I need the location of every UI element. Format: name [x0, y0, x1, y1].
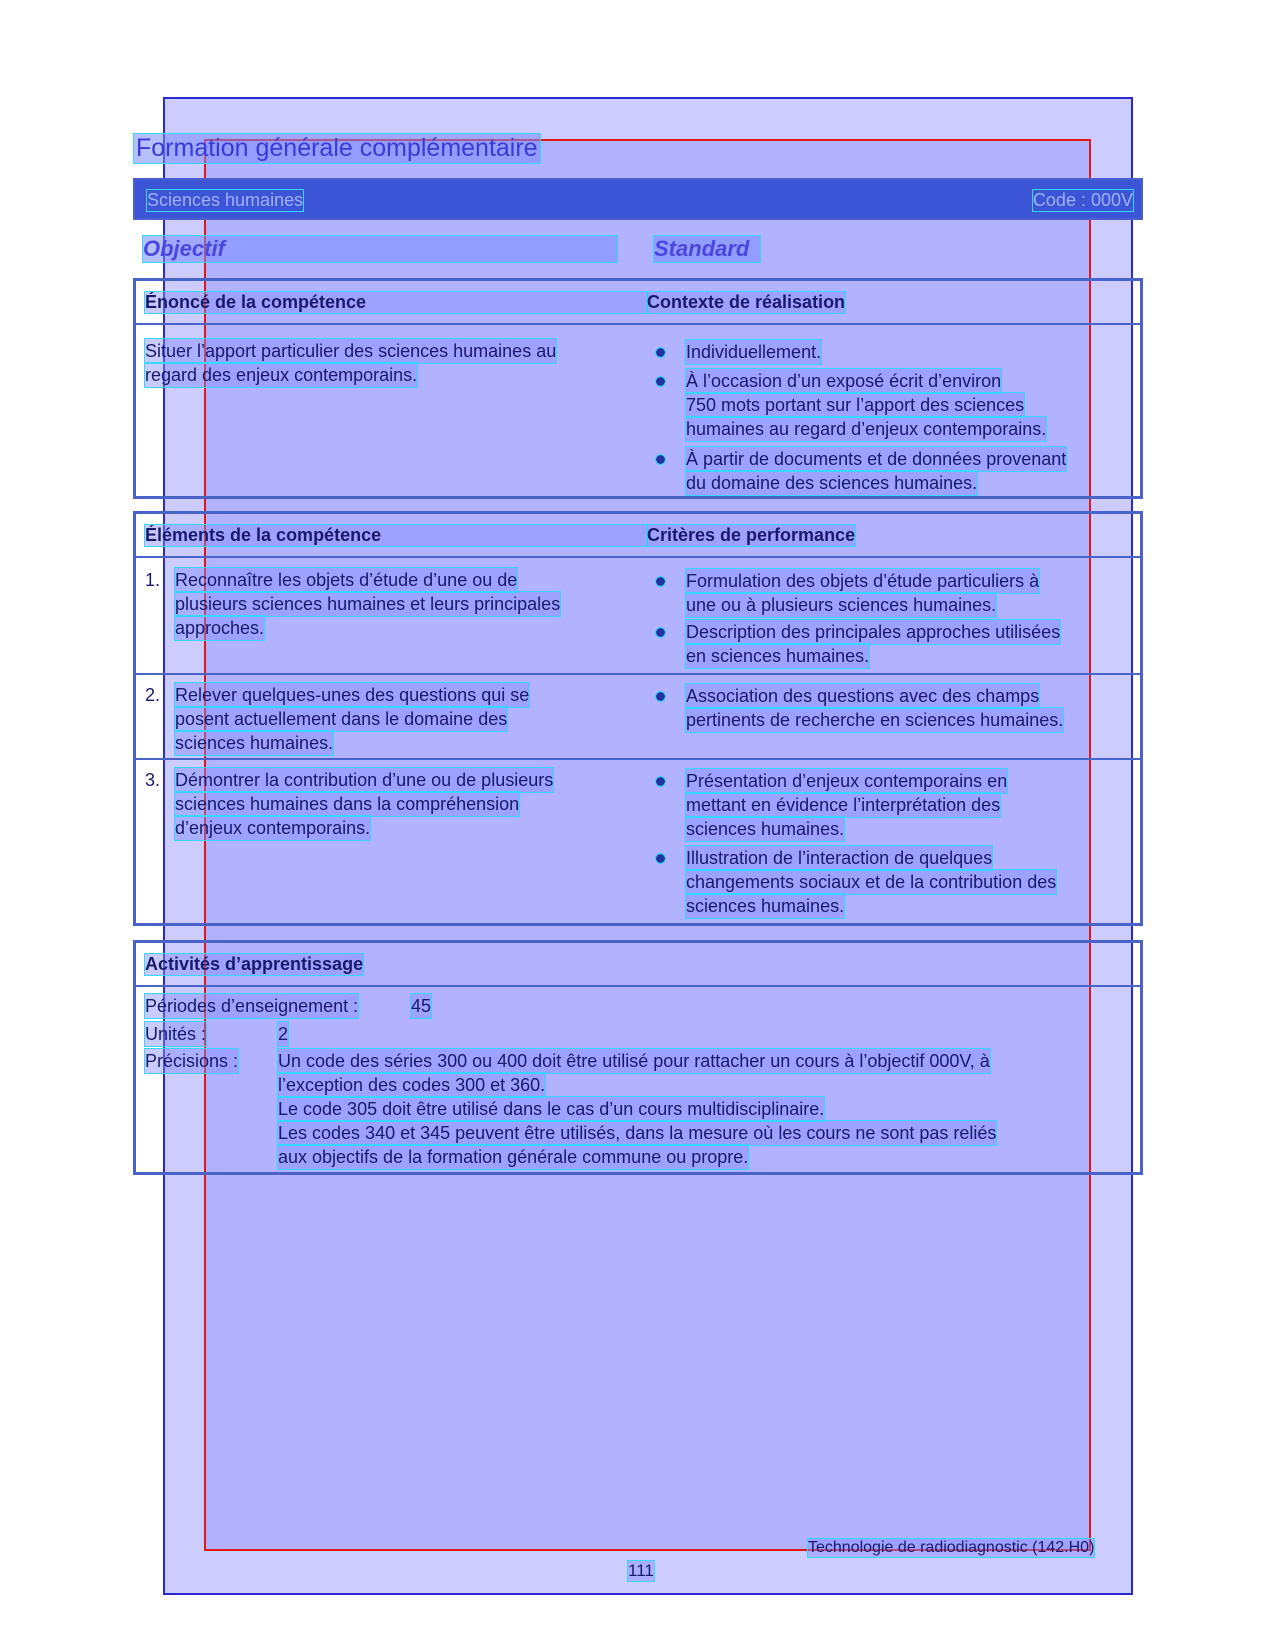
enonce-header: Énoncé de la compétence [145, 292, 647, 313]
bullet-icon [656, 577, 665, 586]
bullet-icon [656, 692, 665, 701]
periodes-label: Périodes d’enseignement : [145, 996, 359, 1016]
document-page [133, 0, 1143, 1651]
precisions-label: Précisions : [145, 1051, 239, 1071]
footer-program-title: Technologie de radiodiagnostic (142.H0) [808, 1539, 1095, 1556]
course-discipline: Sciences humaines [147, 190, 304, 210]
row-divider [136, 758, 1140, 760]
contexte-item: Individuellement. [686, 342, 822, 362]
contexte-header: Contexte de réalisation [647, 292, 846, 312]
bullet-icon [656, 455, 665, 464]
element-number: 3. [145, 770, 161, 790]
competence-section [133, 278, 1143, 499]
elements-section-header [136, 514, 1140, 558]
periodes-value: 45 [411, 996, 432, 1016]
criteres-header: Critères de performance [647, 525, 856, 545]
criterion-item: Association des questions avec des champs pertinents de recherche en sciences humaines. [686, 686, 1064, 730]
unites-value: 2 [278, 1024, 289, 1044]
criterion-item: Présentation d’enjeux contemporains en mettant en évidence l’interprétation des sciences humaines. [686, 771, 1008, 839]
page-number: 111 [628, 1561, 654, 1580]
criterion-item: Formulation des objets d’étude particuliers à une ou à plusieurs sciences humaines. [686, 571, 1040, 615]
contexte-item: À l’occasion d’un exposé écrit d’environ 750 mots portant sur l’apport des sciences humaines au regard d’enjeux contemporains. [686, 371, 1047, 439]
element-text: Reconnaître les objets d’étude d’une ou de plusieurs sciences humaines et leurs principales approches. [175, 570, 561, 638]
row-divider [136, 673, 1140, 675]
document-title: Formation générale complémentaire [136, 134, 538, 162]
criterion-item: Description des principales approches utilisées en sciences humaines. [686, 622, 1061, 666]
bullet-icon [656, 628, 665, 637]
bullet-icon [656, 777, 665, 786]
standard-heading: Standard [654, 236, 760, 262]
contexte-item: À partir de documents et de données provenant du domaine des sciences humaines. [686, 449, 1067, 493]
elements-header: Éléments de la compétence [145, 525, 647, 546]
bullet-icon [656, 377, 665, 386]
bullet-icon [656, 348, 665, 357]
criterion-item: Illustration de l’interaction de quelques changements sociaux et de la contribution des sciences humaines. [686, 848, 1057, 916]
unites-label: Unités : [145, 1024, 207, 1044]
element-text: Démontrer la contribution d’une ou de plusieurs sciences humaines dans la compréhension d’enjeux contemporains. [175, 770, 554, 838]
learning-activities-section [133, 940, 1143, 1175]
element-number: 1. [145, 570, 161, 590]
objective-heading: Objectif [143, 236, 617, 262]
elements-section [133, 511, 1143, 926]
activities-header: Activités d’apprentissage [145, 954, 364, 974]
course-banner [133, 178, 1143, 220]
element-number: 2. [145, 685, 161, 705]
enonce-text: Situer l’apport particulier des sciences humaines au regard des enjeux contemporains. [145, 341, 557, 385]
element-text: Relever quelques-unes des questions qui se posent actuellement dans le domaine des sciences humaines. [175, 685, 530, 753]
precisions-text: Un code des séries 300 ou 400 doit être utilisé pour rattacher un cours à l’objectif 000V, à l’exception des codes 300 et 360. Le code 305 doit être utilisé dans le cas d’un cours multidisciplinaire. Les codes 340 et 345 peuvent être utilisés, dans la mesure où les cours ne sont pas reliés aux objectifs de la formation générale commune ou propre. [278, 1051, 997, 1167]
competence-section-header [136, 281, 1140, 325]
bullet-icon [656, 854, 665, 863]
learning-activities-header [136, 943, 1140, 987]
course-code: Code : 000V [1032, 190, 1133, 210]
